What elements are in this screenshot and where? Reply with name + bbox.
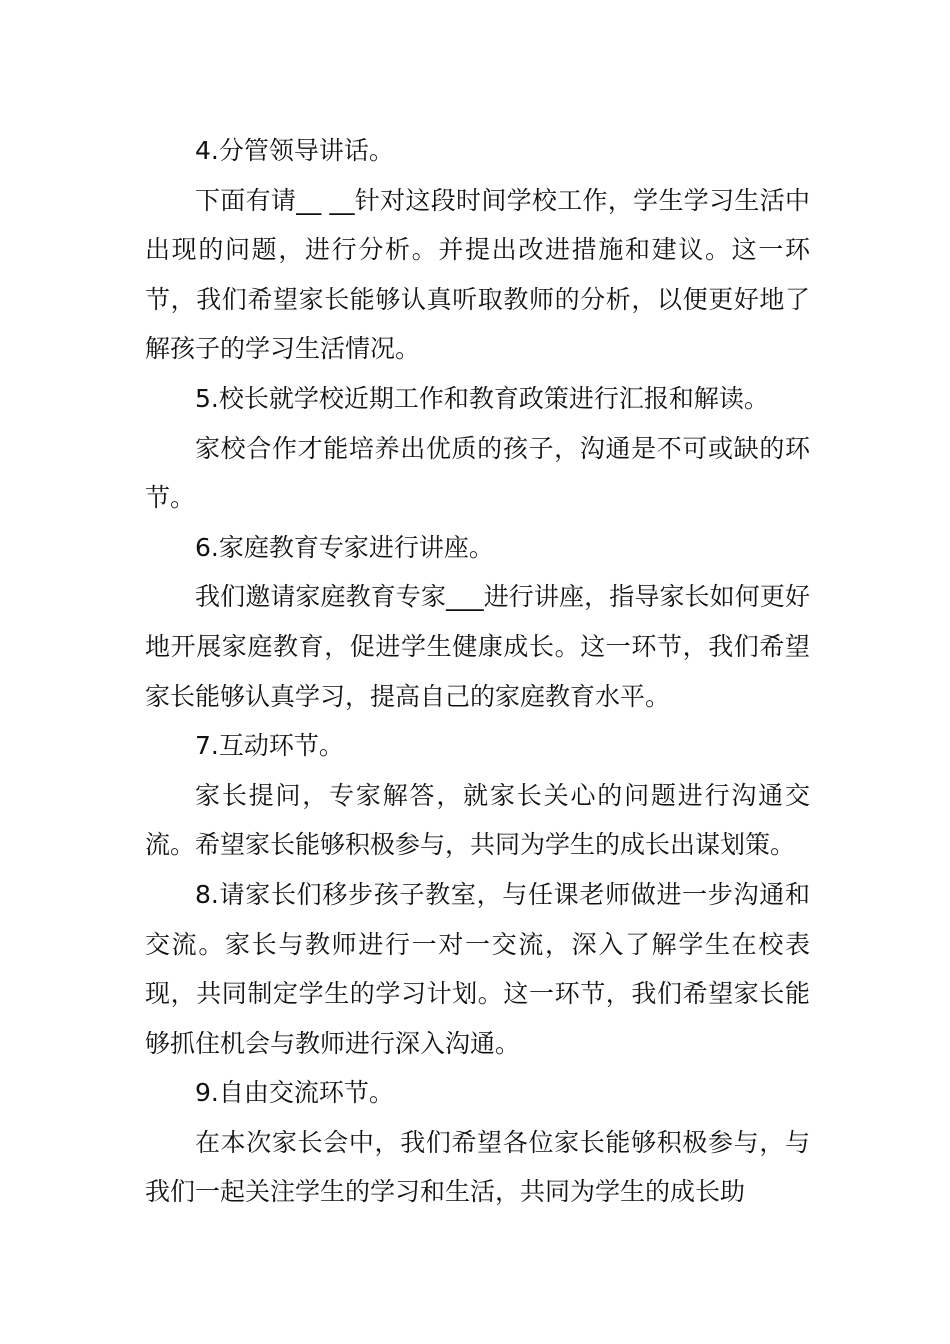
paragraph-free-exchange: 在本次家长会中，我们希望各位家长能够积极参与，与我们一起关注学生的学习和生活，共同为学生的成长助: [145, 1127, 810, 1207]
section-heading-4: 4.分管领导讲话。: [195, 136, 394, 165]
section-heading-9: 9.自由交流环节。: [195, 1078, 394, 1108]
section-heading-5: 5.校长就学校近期工作和教育政策进行汇报和解读。: [195, 383, 769, 413]
section-heading-7: 7.互动环节。: [195, 731, 344, 761]
document-body: [145, 126, 810, 1217]
section-heading-8-paragraph: 8.请家长们移步孩子教室，与任课老师做进一步沟通和交流。家长与教师进行一对一交流，深入了解学生在校表现，共同制定学生的学习计划。这一环节，我们希望家长能够抓住机会与教师进行深入沟通。: [145, 879, 810, 1058]
paragraph-home-school-cooperation: 家校合作才能培养出优质的孩子，沟通是不可或缺的环节。: [145, 433, 810, 513]
paragraph-interaction: 家长提问，专家解答，就家长关心的问题进行沟通交流。希望家长能够积极参与，共同为学生的成长出谋划策。: [145, 780, 810, 860]
paragraph-expert-lecture: 我们邀请家庭教育专家___进行讲座，指导家长如何更好地开展家庭教育，促进学生健康成长。这一环节，我们希望家长能够认真学习，提高自己的家庭教育水平。: [145, 582, 810, 711]
paragraph-leader-analysis: 下面有请__ __针对这段时间学校工作，学生学习生活中出现的问题，进行分析。并提出改进措施和建议。这一环节，我们希望家长能够认真听取教师的分析，以便更好地了解孩子的学习生活情况。: [145, 185, 810, 364]
section-heading-6: 6.家庭教育专家进行讲座。: [195, 532, 494, 562]
